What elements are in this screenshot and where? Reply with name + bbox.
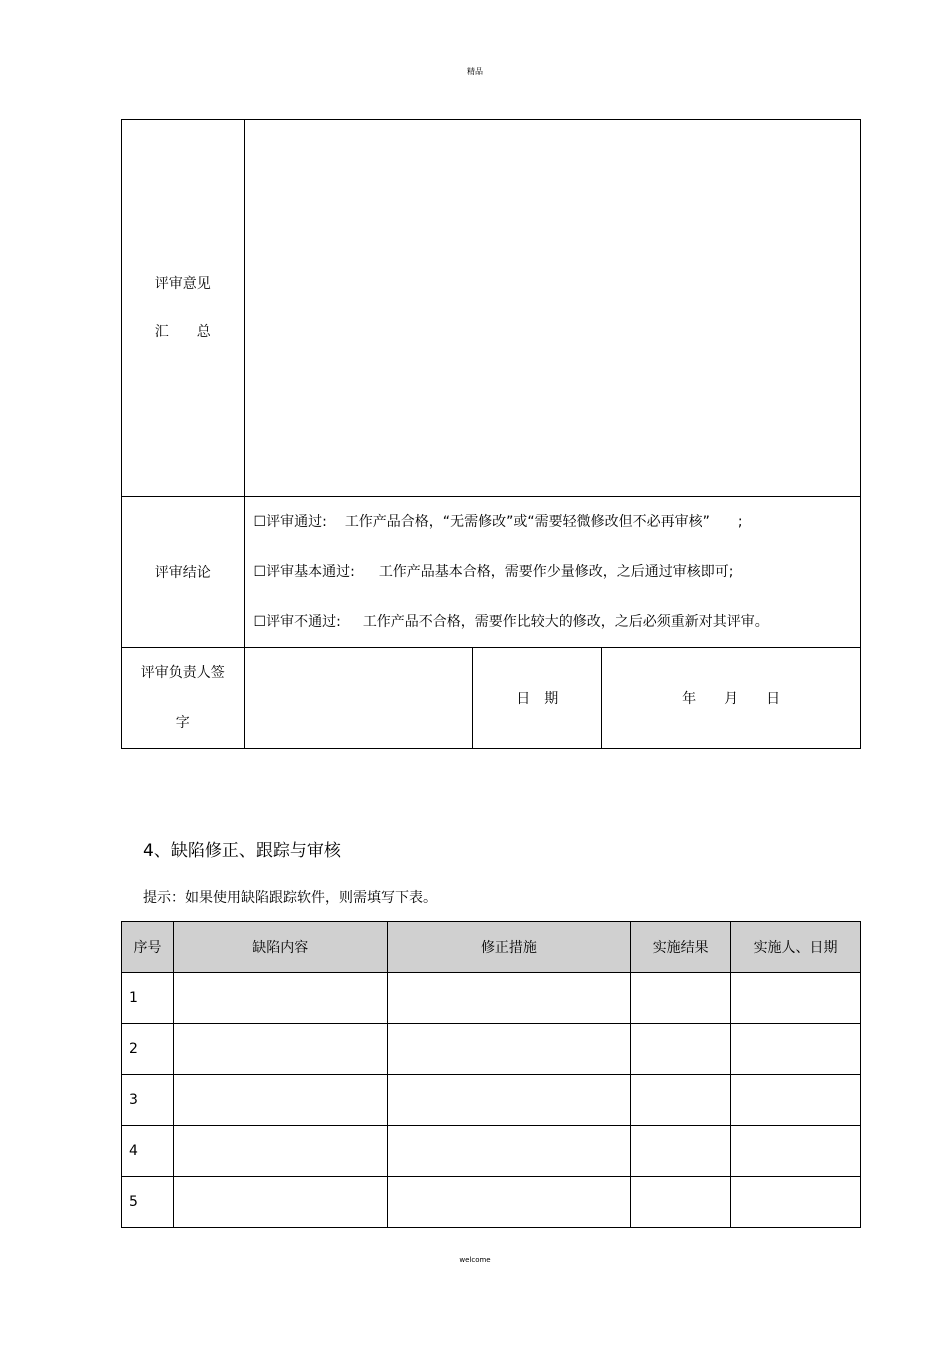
option-basic-pass-name: 评审基本通过: <box>266 564 355 580</box>
header-result: 实施结果 <box>631 922 731 973</box>
row-number: 1 <box>122 973 174 1024</box>
checkbox-pass[interactable]: ☐ <box>253 514 267 530</box>
header-no: 序号 <box>122 922 174 973</box>
page-header: 精品 <box>467 67 483 76</box>
conclusion-option-pass[interactable] <box>254 497 860 547</box>
fix-measure-cell[interactable] <box>387 1126 631 1177</box>
defect-content-cell[interactable] <box>173 973 387 1024</box>
result-cell[interactable] <box>631 1075 731 1126</box>
checkbox-basic-pass[interactable]: ☐ <box>253 564 267 580</box>
person-date-cell[interactable] <box>731 973 861 1024</box>
checkbox-fail[interactable]: ☐ <box>253 614 267 630</box>
review-summary-label-line2: 汇 总 <box>154 324 211 340</box>
date-field[interactable]: 年 月 日 <box>602 648 861 749</box>
review-table <box>121 119 861 749</box>
row-number: 5 <box>122 1177 174 1228</box>
fix-measure-cell[interactable] <box>387 1177 631 1228</box>
signer-label-line2: 字 <box>175 715 190 731</box>
option-basic-pass-desc: 工作产品基本合格，需要作少量修改，之后通过审核即可; <box>378 564 734 580</box>
person-date-cell[interactable] <box>731 1126 861 1177</box>
option-pass-desc: 工作产品合格，“无需修改”或“需要轻微修改但不必再审核” <box>344 514 710 530</box>
review-summary-field[interactable] <box>244 120 860 497</box>
header-defect-content: 缺陷内容 <box>173 922 387 973</box>
conclusion-option-basic-pass[interactable] <box>254 547 860 597</box>
defect-table-header-row <box>122 922 861 973</box>
signer-field[interactable] <box>244 648 473 749</box>
person-date-cell[interactable] <box>731 1024 861 1075</box>
date-label: 日 期 <box>473 648 602 749</box>
defect-content-cell[interactable] <box>173 1024 387 1075</box>
row-number: 4 <box>122 1126 174 1177</box>
option-fail-desc: 工作产品不合格，需要作比较大的修改，之后必须重新对其评审。 <box>362 614 769 630</box>
section-hint: 提示：如果使用缺陷跟踪软件，则需填写下表。 <box>143 890 437 906</box>
table-row <box>122 1075 861 1126</box>
table-row <box>122 1126 861 1177</box>
review-summary-label-line1: 评审意见 <box>154 276 211 292</box>
conclusion-label: 评审结论 <box>122 497 245 648</box>
page-footer: welcome <box>459 1256 491 1264</box>
conclusion-options <box>244 497 860 648</box>
person-date-cell[interactable] <box>731 1075 861 1126</box>
option-pass-name: 评审通过: <box>266 514 327 530</box>
fix-measure-cell[interactable] <box>387 973 631 1024</box>
person-date-cell[interactable] <box>731 1177 861 1228</box>
option-pass-tail: ; <box>737 514 743 530</box>
header-fix-measure: 修正措施 <box>387 922 631 973</box>
fix-measure-cell[interactable] <box>387 1024 631 1075</box>
fix-measure-cell[interactable] <box>387 1075 631 1126</box>
signer-label <box>122 648 245 749</box>
result-cell[interactable] <box>631 1024 731 1075</box>
defect-table <box>121 921 861 1228</box>
result-cell[interactable] <box>631 973 731 1024</box>
conclusion-option-fail[interactable] <box>254 597 860 647</box>
section-title: 4、缺陷修正、跟踪与审核 <box>143 841 341 861</box>
result-cell[interactable] <box>631 1177 731 1228</box>
defect-content-cell[interactable] <box>173 1177 387 1228</box>
row-number: 3 <box>122 1075 174 1126</box>
header-person-date: 实施人、日期 <box>731 922 861 973</box>
table-row <box>122 1177 861 1228</box>
option-fail-name: 评审不通过: <box>266 614 341 630</box>
signer-label-line1: 评审负责人签 <box>140 665 225 681</box>
table-row <box>122 1024 861 1075</box>
row-number: 2 <box>122 1024 174 1075</box>
result-cell[interactable] <box>631 1126 731 1177</box>
defect-content-cell[interactable] <box>173 1126 387 1177</box>
review-summary-label <box>122 120 245 497</box>
defect-content-cell[interactable] <box>173 1075 387 1126</box>
table-row <box>122 973 861 1024</box>
